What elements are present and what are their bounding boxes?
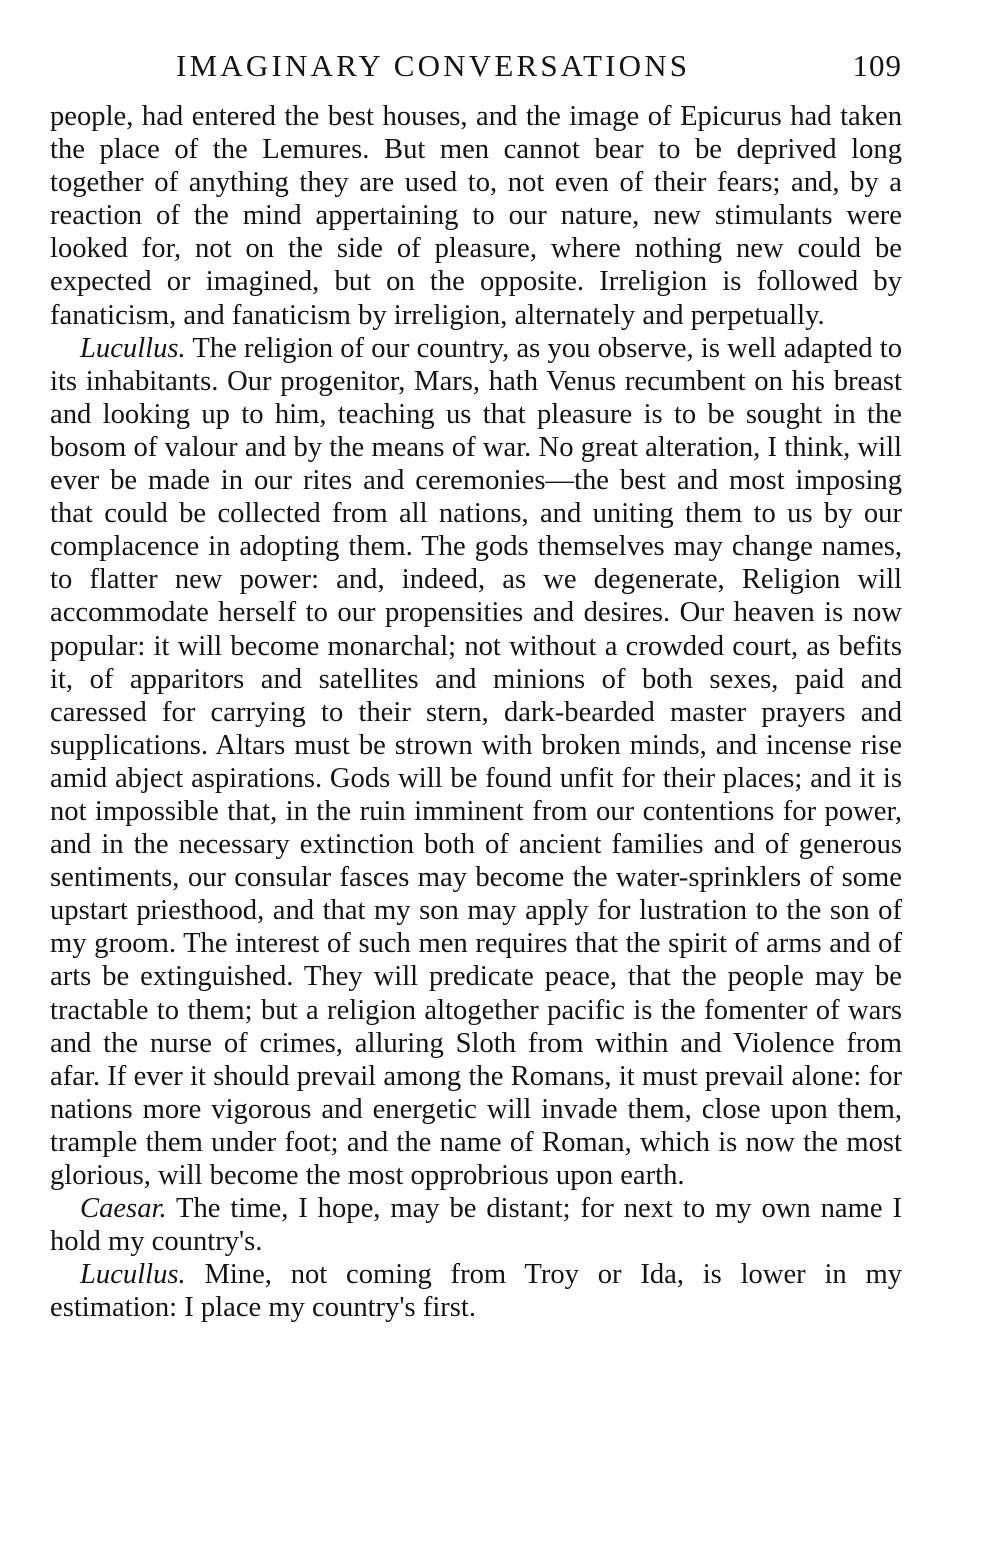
running-head <box>50 44 902 88</box>
paragraph-continuation <box>50 100 902 332</box>
paragraph-text: Mine, not coming from Troy or Ida, is lower in my estimation: I place my country's first. <box>50 1259 902 1324</box>
paragraph-lucullus <box>50 332 902 1192</box>
page-number: 109 <box>852 48 902 83</box>
speaker-name: Caesar. <box>80 1193 167 1225</box>
body-text <box>50 100 902 1324</box>
paragraph-text: The time, I hope, may be distant; for next to my own name I hold my country's. <box>50 1193 902 1258</box>
book-page <box>50 44 902 1324</box>
paragraph-text: The religion of our country, as you observe, is well adapted to its inhabitants. Our progenitor, Mars, hath Venus recumbent on his breast and looking up to him, teaching us that pleasure is to be sought in the bosom of valour and by the means of war. No great alteration, I think, will ever be made in our rites and ceremonies—the best and most imposing that could be collected from all nations, and uniting them to us by our complacence in adopting them. The gods themselves may change names, to flatter new power: and, indeed, as we degenerate, Religion will accommodate herself to our propensities and desires. Our heaven is now popular: it will become monarchal; not without a crowded court, as befits it, of apparitors and satellites and minions of both sexes, paid and caressed for carrying to their stern, dark-bearded master prayers and supplications. Altars must be strown with broken minds, and incense rise amid abject aspirations. Gods will be found unfit for their places; and it is not impossible that, in the ruin imminent from our contentions for power, and in the necessary extinction both of ancient families and of generous sentiments, our consular fasces may become the water-sprinklers of some upstart priesthood, and that my son may apply for lustration to the son of my groom. The interest of such men requires that the spirit of arms and of arts be extinguished. They will predicate peace, that the people may be tractable to them; but a religion altogether pacific is the fomenter of wars and the nurse of crimes, alluring Sloth from within and Violence from afar. If ever it should prevail among the Romans, it must prevail alone: for nations more vigorous and energetic will invade them, close upon them, trample them under foot; and the name of Roman, which is now the most glorious, will become the most opprobrious upon earth. <box>50 332 903 1191</box>
speaker-name: Lucullus. <box>80 1259 186 1291</box>
speaker-name: Lucullus. <box>80 332 186 364</box>
paragraph-caesar <box>50 1192 902 1258</box>
paragraph-text: people, had entered the best houses, and the image of Epicurus had taken the place of the Lemures. But men cannot bear to be deprived long together of anything they are used to, not even of their fears; and, by a reaction of the mind appertaining to our nature, new stimulants were looked for, not on the side of pleasure, where nothing new could be expected or imagined, but on the opposite. Irreligion is followed by fanaticism, and fanaticism by irreligion, alternately and perpetually. <box>50 101 902 331</box>
paragraph-lucullus <box>50 1258 902 1324</box>
running-title: IMAGINARY CONVERSATIONS <box>176 48 691 83</box>
